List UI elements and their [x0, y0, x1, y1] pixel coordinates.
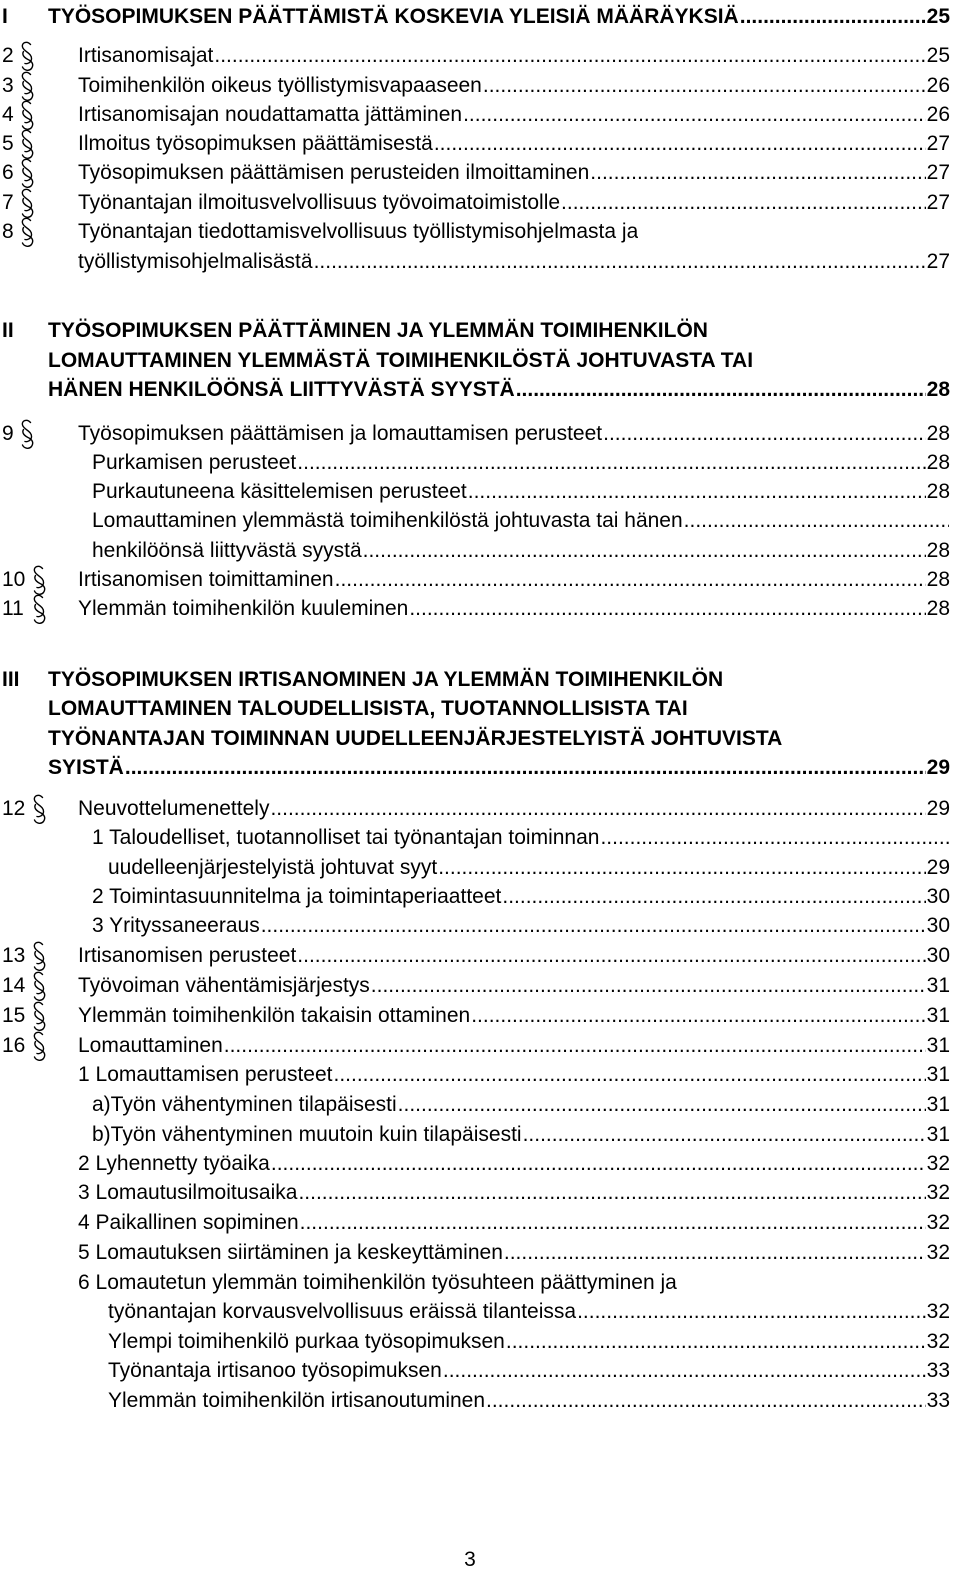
toc-entry-title: Toimihenkilön oikeus työllistymisvapaaseen	[78, 74, 482, 97]
toc-entry	[0, 694, 960, 724]
dot-leader	[297, 941, 925, 971]
toc-entry-title: LOMAUTTAMINEN YLEMMÄSTÄ TOIMIHENKILÖSTÄ JOHTUVASTA TAI	[48, 349, 754, 372]
toc-entry	[0, 2, 960, 32]
toc-entry-page: 30	[926, 914, 950, 937]
toc-entry-page: 25	[926, 5, 950, 28]
toc-entry-title: Ylempi toimihenkilö purkaa työsopimuksen	[108, 1330, 505, 1353]
toc-entry	[0, 665, 960, 695]
toc-entry	[0, 882, 960, 912]
dot-leader	[483, 71, 926, 101]
dot-leader	[684, 506, 949, 536]
toc-entry	[0, 217, 960, 247]
toc-entry	[0, 1149, 960, 1179]
toc-entry-title: Työnantajan ilmoitusvelvollisuus työvoimatoimistolle	[78, 191, 561, 214]
toc-entry-page: 32	[926, 1300, 950, 1323]
toc-entry	[0, 316, 960, 346]
toc-entry-title: Lomauttaminen ylemmästä toimihenkilöstä johtuvasta tai hänen	[92, 509, 683, 532]
dot-leader	[506, 1327, 926, 1357]
toc-entry-page: 31	[926, 974, 950, 997]
toc-entry	[0, 346, 960, 376]
toc-entry-title: Lomauttaminen	[78, 1034, 223, 1057]
dot-leader	[590, 158, 925, 188]
toc-entry-page: 31	[926, 1034, 950, 1057]
toc-entry-page: 28	[926, 480, 950, 503]
toc-entry-number: 5	[2, 132, 14, 155]
toc-entry-page: 27	[926, 161, 950, 184]
dot-leader	[398, 1090, 926, 1120]
toc-entry-title: 1 Taloudelliset, tuotannolliset tai työnantajan toiminnan	[92, 826, 600, 849]
toc-entry-page: 29	[926, 797, 950, 820]
toc-entry-title: Ilmoitus työsopimuksen päättämisestä	[78, 132, 433, 155]
section-sign-icon	[20, 71, 34, 101]
toc-entry-title: Työnantaja irtisanoo työsopimuksen	[108, 1359, 442, 1382]
section-sign-icon	[20, 188, 34, 218]
toc-entry	[0, 158, 960, 188]
toc-entry	[0, 506, 960, 536]
toc-entry-number: 8	[2, 220, 14, 243]
toc-entry-title: Irtisanomisen toimittaminen	[78, 568, 334, 591]
dot-leader	[271, 1149, 926, 1179]
toc-entry-page: 25	[926, 44, 950, 67]
dot-leader	[504, 1238, 926, 1268]
toc-entry-page: 28	[926, 422, 950, 445]
toc-entry	[0, 247, 960, 277]
toc-entry-page: 33	[926, 1359, 950, 1382]
dot-leader	[516, 375, 926, 405]
dot-leader	[603, 419, 926, 449]
toc-entry-page: 31	[926, 1123, 950, 1146]
section-sign-icon	[32, 594, 46, 624]
toc-entry	[0, 941, 960, 971]
toc-entry-title: Purkautuneena käsittelemisen perusteet	[92, 480, 467, 503]
dot-leader	[468, 477, 926, 507]
toc-entry	[0, 536, 960, 566]
toc-entry-title: Työsopimuksen päättämisen perusteiden ilmoittaminen	[78, 161, 590, 184]
toc-entry	[0, 477, 960, 507]
toc-entry	[0, 565, 960, 595]
toc-entry-title: Irtisanomisajat	[78, 44, 214, 67]
toc-entry-page: 28	[926, 568, 950, 591]
dot-leader	[363, 536, 926, 566]
toc-entry	[0, 1090, 960, 1120]
toc-entry-page: 32	[926, 1241, 950, 1264]
dot-leader	[224, 1031, 926, 1061]
toc-entry	[0, 1356, 960, 1386]
section-sign-icon	[32, 1031, 46, 1061]
toc-entry-title: henkilöönsä liittyvästä syystä	[92, 539, 362, 562]
toc-entry-title: Työvoiman vähentämisjärjestys	[78, 974, 370, 997]
toc-entry-title: Neuvottelumenettely	[78, 797, 270, 820]
toc-entry-number: 12	[2, 797, 26, 820]
toc-entry	[0, 1120, 960, 1150]
toc-entry	[0, 1001, 960, 1031]
dot-leader	[471, 1001, 925, 1031]
toc-entry-page: 28	[926, 539, 950, 562]
toc-entry-number: 10	[2, 568, 26, 591]
toc-entry	[0, 1178, 960, 1208]
toc-entry-page: 31	[926, 1093, 950, 1116]
toc-entry	[0, 971, 960, 1001]
toc-entry	[0, 1238, 960, 1268]
toc-entry	[0, 71, 960, 101]
toc-entry-title: Irtisanomisajan noudattamatta jättäminen	[78, 103, 463, 126]
toc-entry-title: työnantajan korvausvelvollisuus eräissä tilanteissa	[108, 1300, 577, 1323]
toc-entry-title: LOMAUTTAMINEN TALOUDELLISISTA, TUOTANNOLLISISTA TAI	[48, 697, 688, 720]
section-sign-icon	[32, 971, 46, 1001]
toc-entry	[0, 594, 960, 624]
toc-entry-page: 30	[926, 944, 950, 967]
toc-entry	[0, 1386, 960, 1416]
toc-entry	[0, 100, 960, 130]
toc-entry-title: a)Työn vähentyminen tilapäisesti	[92, 1093, 397, 1116]
toc-entry-number: 9	[2, 422, 14, 445]
toc-entry-number: 13	[2, 944, 26, 967]
toc-entry-page: 27	[926, 250, 950, 273]
toc-entry-title: uudelleenjärjestelyistä johtuvat syyt	[108, 856, 438, 879]
toc-entry-title: 3 Yrityssaneeraus	[92, 914, 260, 937]
toc-entry-title: SYISTÄ	[48, 756, 124, 779]
dot-leader	[335, 565, 926, 595]
toc-entry-number: III	[2, 668, 20, 691]
toc-entry	[0, 1208, 960, 1238]
toc-entry	[0, 911, 960, 941]
dot-leader	[434, 129, 926, 159]
toc-entry-title: 2 Toimintasuunnitelma ja toimintaperiaatteet	[92, 885, 502, 908]
dot-leader	[438, 853, 925, 883]
toc-entry-title: Ylemmän toimihenkilön irtisanoutuminen	[108, 1389, 486, 1412]
dot-leader	[261, 911, 926, 941]
toc-entry-title: Ylemmän toimihenkilön kuuleminen	[78, 597, 409, 620]
toc-entry-title: Työsopimuksen päättämisen ja lomauttamisen perusteet	[78, 422, 603, 445]
toc-entry-page: 32	[926, 1152, 950, 1175]
toc-entry-number: 6	[2, 161, 14, 184]
toc-entry-page: 27	[926, 132, 950, 155]
toc-entry	[0, 41, 960, 71]
page-number: 3	[464, 1548, 476, 1571]
section-sign-icon	[32, 565, 46, 595]
toc-entry-title: TYÖSOPIMUKSEN IRTISANOMINEN JA YLEMMÄN TOIMIHENKILÖN	[48, 668, 724, 691]
toc-entry	[0, 753, 960, 783]
dot-leader	[740, 2, 926, 32]
dot-leader	[300, 1208, 926, 1238]
toc-entry-title: b)Työn vähentyminen muutoin kuin tilapäisesti	[92, 1123, 522, 1146]
toc-entry-page: 29	[926, 756, 950, 779]
section-sign-icon	[20, 41, 34, 71]
section-sign-icon	[32, 794, 46, 824]
toc-entry-title: Purkamisen perusteet	[92, 451, 297, 474]
toc-entry	[0, 419, 960, 449]
section-sign-icon	[20, 217, 34, 247]
toc-entry-page: 30	[926, 885, 950, 908]
section-sign-icon	[20, 100, 34, 130]
toc-entry-title: TYÖSOPIMUKSEN PÄÄTTÄMISTÄ KOSKEVIA YLEISIÄ MÄÄRÄYKSIÄ	[48, 5, 739, 28]
toc-entry	[0, 1297, 960, 1327]
dot-leader	[298, 1178, 925, 1208]
toc-entry	[0, 1031, 960, 1061]
toc-entry-title: 2 Lyhennetty työaika	[78, 1152, 270, 1175]
dot-leader	[371, 971, 926, 1001]
toc-entry-page: 32	[926, 1211, 950, 1234]
dot-leader	[502, 882, 925, 912]
toc-entry-page: 32	[926, 1330, 950, 1353]
toc-entry-number: 2	[2, 44, 14, 67]
toc-entry	[0, 724, 960, 754]
toc-entry-page: 29	[926, 856, 950, 879]
toc-entry	[0, 448, 960, 478]
dot-leader	[125, 753, 926, 783]
dot-leader	[297, 448, 925, 478]
toc-entry-title: 6 Lomautetun ylemmän toimihenkilön työsuhteen päättyminen ja	[78, 1271, 677, 1294]
dot-leader	[577, 1297, 926, 1327]
dot-leader	[314, 247, 926, 277]
toc-entry-number: 14	[2, 974, 26, 997]
toc-entry-title: TYÖSOPIMUKSEN PÄÄTTÄMINEN JA YLEMMÄN TOIMIHENKILÖN	[48, 319, 708, 342]
toc-entry-title: TYÖNANTAJAN TOIMINNAN UUDELLEENJÄRJESTELYISTÄ JOHTUVISTA	[48, 727, 783, 750]
dot-leader	[443, 1356, 926, 1386]
dot-leader	[486, 1386, 926, 1416]
dot-leader	[523, 1120, 926, 1150]
toc-entry-number: 16	[2, 1034, 26, 1057]
toc-entry	[0, 1327, 960, 1357]
toc-entry-page: 28	[926, 378, 950, 401]
toc-entry	[0, 1060, 960, 1090]
dot-leader	[214, 41, 925, 71]
toc-entry-page: 32	[926, 1181, 950, 1204]
toc-entry-number: 3	[2, 74, 14, 97]
toc-entry-page: 33	[926, 1389, 950, 1412]
toc-entry	[0, 1268, 960, 1298]
toc-entry	[0, 823, 960, 853]
toc-entry	[0, 188, 960, 218]
toc-entry-number: I	[2, 5, 8, 28]
toc-entry-title: HÄNEN HENKILÖÖNSÄ LIITTYVÄSTÄ SYYSTÄ	[48, 378, 515, 401]
dot-leader	[409, 594, 925, 624]
dot-leader	[333, 1060, 925, 1090]
toc-entry-title: 3 Lomautusilmoitusaika	[78, 1181, 298, 1204]
toc-entry-page: 31	[926, 1004, 950, 1027]
section-sign-icon	[20, 129, 34, 159]
toc-entry-number: II	[2, 319, 14, 342]
toc-entry-title: 5 Lomautuksen siirtäminen ja keskeyttäminen	[78, 1241, 503, 1264]
toc-entry-page: 26	[926, 74, 950, 97]
toc-entry	[0, 375, 960, 405]
toc-entry-title: työllistymisohjelmalisästä	[78, 250, 313, 273]
toc-entry-title: Työnantajan tiedottamisvelvollisuus työllistymisohjelmasta ja	[78, 220, 639, 243]
dot-leader	[561, 188, 926, 218]
toc-entry	[0, 794, 960, 824]
toc-entry-page: 26	[926, 103, 950, 126]
section-sign-icon	[32, 1001, 46, 1031]
dot-leader	[463, 100, 926, 130]
section-sign-icon	[20, 158, 34, 188]
toc-entry	[0, 853, 960, 883]
toc-entry-number: 4	[2, 103, 14, 126]
toc-entry-page: 27	[926, 191, 950, 214]
toc-entry	[0, 129, 960, 159]
dot-leader	[600, 823, 949, 853]
toc-entry-number: 7	[2, 191, 14, 214]
toc-entry-page: 31	[926, 1063, 950, 1086]
toc-entry-title: Ylemmän toimihenkilön takaisin ottaminen	[78, 1004, 471, 1027]
toc-entry-number: 11	[2, 597, 24, 620]
toc-entry-page: 28	[926, 597, 950, 620]
toc-entry-title: 4 Paikallinen sopiminen	[78, 1211, 299, 1234]
section-sign-icon	[32, 941, 46, 971]
toc-entry-title: 1 Lomauttamisen perusteet	[78, 1063, 333, 1086]
toc-entry-number: 15	[2, 1004, 26, 1027]
toc-entry-page: 28	[926, 451, 950, 474]
dot-leader	[270, 794, 925, 824]
section-sign-icon	[20, 419, 34, 449]
toc-entry-title: Irtisanomisen perusteet	[78, 944, 297, 967]
